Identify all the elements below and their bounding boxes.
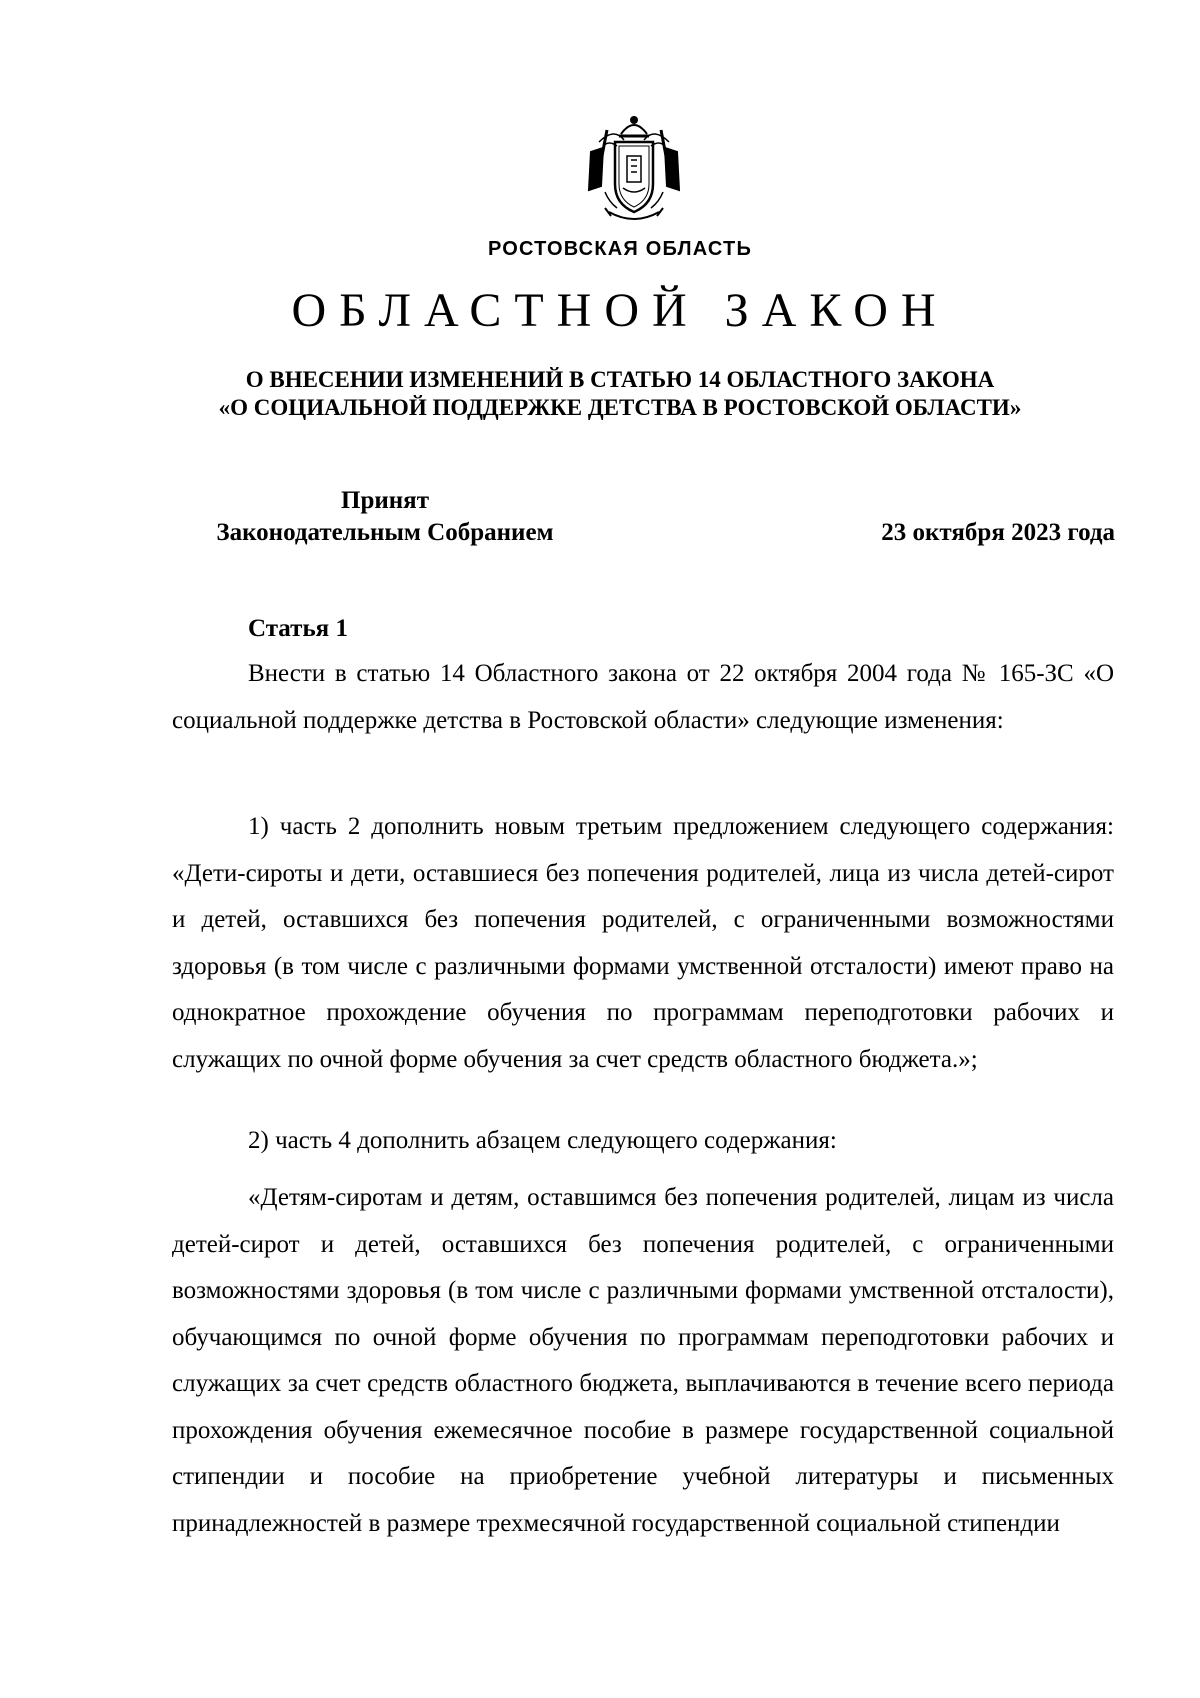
document-title-line-1: О ВНЕСЕНИИ ИЗМЕНЕНИЙ В СТАТЬЮ 14 ОБЛАСТНОГО ЗАКОНА — [245, 367, 995, 392]
adoption-line-1: Принят — [341, 487, 429, 514]
adoption-line-2: Законодательным Собранием — [216, 519, 554, 546]
article-paragraph: «Детям-сиротам и детям, оставшимся без попечения родителей, лицам из числа детей-сирот и детей, оставшихся без попечения родителей, с ограниченными возможностями здоровья (в том числе с различными формами умственной отсталости), обучающимся по очной форме обучения по программам переподготовки рабочих и служащих за счет средств областного бюджета, выплачиваются в течение всего периода прохождения обучения ежемесячное пособие в размере государственной социальной стипендии и пособие на приобретение учебной литературы и письменных принадлежностей в размере трехмесячной государственной социальной стипендии — [172, 1184, 1114, 1537]
article-paragraph: 1) часть 2 дополнить новым третьим предложением следующего содержания: «Дети-сироты и дети, оставшиеся без попечения родителей, лица из числа детей-сирот и детей, оставшихся без попечения родителей, с ограниченными возможностями здоровья (в том числе с различными формами умственной отсталости) имеют право на однократное прохождение обучения по программам переподготовки рабочих и служащих по очной форме обучения за счет средств областного бюджета.»; — [172, 813, 1114, 1073]
article-paragraph-2-block — [172, 804, 1114, 1093]
document-type: ОБЛАСТНОЙ ЗАКОН — [291, 284, 949, 337]
coat-of-arms-emblem — [579, 112, 689, 234]
article-heading: Статья 1 — [248, 615, 348, 642]
adoption-date: 23 октября 2023 года — [881, 519, 1115, 546]
article-paragraph-3-block — [172, 1118, 1114, 1175]
article-paragraph: Внести в статью 14 Областного закона от 22 октября 2004 года № 165-ЗС «О социальной поддержке детства в Ростовской области» следующие изменения: — [172, 660, 1114, 734]
region-name: РОСТОВСКАЯ ОБЛАСТЬ — [487, 238, 753, 260]
article-paragraph: 2) часть 4 дополнить абзацем следующего содержания: — [248, 1127, 837, 1154]
adoption-body — [175, 485, 595, 549]
document-title — [0, 366, 1200, 422]
article-paragraph-1-block — [172, 651, 1114, 754]
document-title-line-2: «О СОЦИАЛЬНОЙ ПОДДЕРЖКЕ ДЕТСТВА В РОСТОВСКОЙ ОБЛАСТИ» — [218, 395, 1022, 420]
article-paragraph-4-block — [172, 1175, 1114, 1557]
